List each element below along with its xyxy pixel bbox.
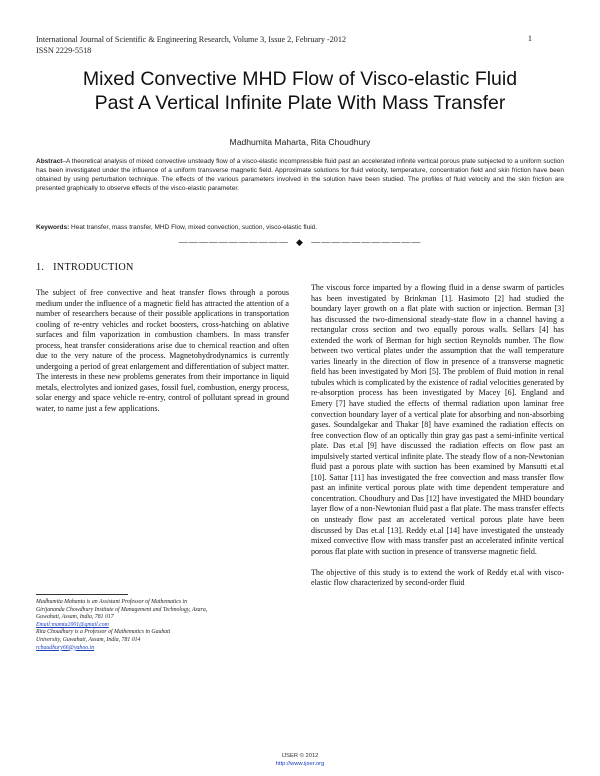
- section-heading: [36, 262, 134, 273]
- keywords-label: Keywords:: [36, 224, 70, 231]
- paragraph: The objective of this study is to extend the work of Reddy et.al with visco-elastic flow characterized by second-order fluid: [311, 567, 564, 588]
- keywords-text: Heat transfer, mass transfer, MHD Flow, mixed convection, suction, visco-elastic fluid.: [71, 224, 318, 231]
- abstract: [36, 158, 564, 194]
- copyright: IJSER © 2012: [281, 753, 319, 759]
- right-column: [311, 283, 564, 599]
- authors: Madhumita Maharta, Rita Choudhury: [229, 137, 371, 147]
- keywords: [36, 224, 564, 231]
- running-header: [36, 34, 346, 56]
- journal-url-link[interactable]: http://www.ijser.org: [275, 761, 325, 767]
- section-title: INTRODUCTION: [53, 262, 134, 273]
- section-number: 1.: [36, 262, 45, 273]
- footnote-rule: [36, 594, 128, 595]
- title-line-1: Mixed Convective MHD Flow of Visco-elastic Fluid: [82, 68, 518, 90]
- paragraph: The viscous force imparted by a flowing fluid in a dense swarm of particles has been investigated by Brinkman [1]. Hasimoto [2] had studied the boundary layer growth on a flat plate with suction or injection. Berman [3] has discussed the two-dimensional steady-state flow in a channel having a rectangular cross section and two equally porous walls. Sellars [4] has extended the work of Berman for high section Reynolds number. The flow between two vertical plates under the assumption that the wall temperature varies linearly in the direction of flow in presence of a transverse magnetic field has been investigated by Mori [5]. The problem of fluid motion in renal tubules which is complicated by the existence of radial velocities generated by re-absorption process has been investigated by Macey [6]. England and Emery [7] have studied the effects of thermal radiation upon laminar free convection boundary layer of a vertical plate for absorbing and non-absorbing gases. Soundalgekar and Thakar [8] have examined the radiation effects on free convection flow of an optically thin gray gas past a semi-infinite vertical plate. Das et.al [9] have discussed the radiation effects on flow past an impulsively started vertical infinite plate. The steady flow of a non-Newtonian fluid past a porous plate with suction has been examined by Mansutti et.al [10]. Sattar [11] has investigated the free convection and mass transfer flow past an infinite vertical porous plate with time dependent temperature and concentration. Choudhury and Das [12] have investigated the MHD boundary layer flow of a non-Newtonian fluid past a flat plate. The mass transfer effects on unsteady flow past an accelerated vertical porous plate have been discussed by Das et.al [13]. Reddy et.al [14] have investigated the unsteady mixed convective flow with mass transfer past an accelerated infinite vertical porous flat plate with suction in presence of transverse magnetic field.: [311, 283, 564, 556]
- footnote-line: Girijananda Chowdhury Institute of Management and Technology, Azara,: [36, 606, 208, 613]
- divider-left-dashes: ———————————: [178, 237, 289, 247]
- page-footer: [0, 752, 600, 768]
- author-footnote: [36, 599, 289, 652]
- author1-email-link[interactable]: Email:mamta2001@gmail.com: [36, 621, 109, 628]
- footnote-line: Rita Choudhury is a Professor of Mathematics in Gauhati: [36, 629, 171, 636]
- footnote-line: Madhumita Mahanta is an Assistant Professor of Mathematics in: [36, 599, 188, 605]
- diamond-icon: ◆: [296, 237, 304, 247]
- paper-title: [0, 67, 600, 115]
- footnote-line: University, Guwahati, Assam, India, 781 014: [36, 636, 141, 643]
- paragraph: The subject of free convective and heat transfer flows through a porous medium under the influence of a magnetic field has attracted the attention of a number of researchers because of their possible applications in transportation cooling of re-entry vehicles and rocket boosters, cross-hatching on ablative surfaces and film vaporization in combustion chambers. In mass transfer process, heat transfer considerations arise due to chemical reaction and often due to the very nature of the process. Magnetohydrodynamics is currently undergoing a period of great enlargement and differentiation of subject matter. The interests in these new problems generates from their importance in liquid metals, electrolytes and ionized gases, fossil fuel, combustion, energy process, solar energy and space vehicle re-entry, control of pollutant spread in ground water, to name just a few applications.: [36, 288, 289, 414]
- title-line-2: Past A Vertical Infinite Plate With Mass Transfer: [94, 92, 506, 114]
- author2-email-link[interactable]: rchaudhury66@yahoo.in: [36, 644, 95, 651]
- section-divider: [0, 237, 600, 248]
- left-column: [36, 288, 289, 425]
- footnote-line: Guwahati, Assam, India, 781 017: [36, 614, 114, 621]
- divider-right-dashes: ———————————: [311, 237, 422, 247]
- page-number: 1: [527, 34, 532, 43]
- abstract-text: –A theoretical analysis of mixed convective unsteady flow of a visco-elastic incompressible fluid past an accelerated infinite vertical porous plate subjected to a uniform suction has been investigated under the influence of a uniform transverse magnetic field. Approximate solutions for fluid velocity, temperature, concentration field and skin friction have been obtained by using perturbation technique. The effects of the various parameters involved in the solution have been studied. The profiles of fluid velocity and the skin friction are presented graphically to observe effects of the visco-elastic parameter.: [36, 158, 564, 192]
- issn: ISSN 2229-5518: [36, 46, 92, 55]
- journal-name: International Journal of Scientific & Engineering Research, Volume 3, Issue 2, February -2012: [36, 35, 347, 44]
- abstract-label: Abstract: [36, 158, 63, 165]
